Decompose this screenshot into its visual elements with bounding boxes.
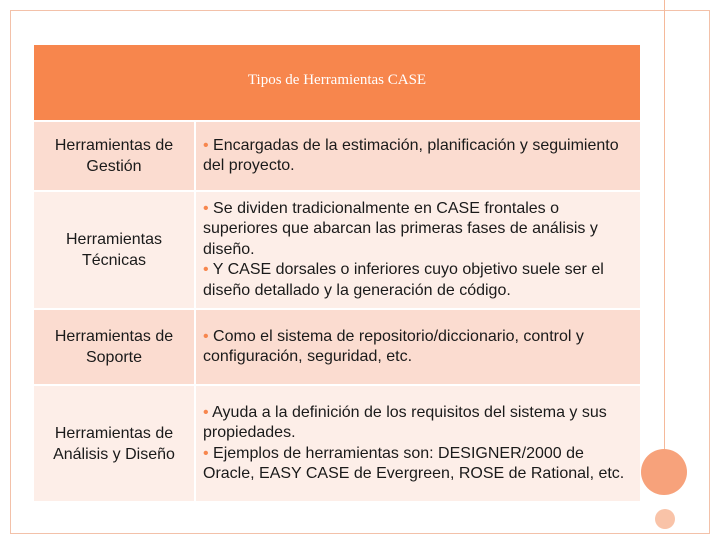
description-item: • Como el sistema de repositorio/diccionario, control y configuración, seguridad, etc. — [203, 327, 584, 365]
bullet-icon: • — [203, 199, 214, 217]
row-description — [194, 122, 640, 190]
bullet-icon: • — [203, 444, 214, 462]
table-row-analisis-diseno — [34, 384, 640, 501]
row-description — [194, 192, 640, 308]
decorative-line — [664, 0, 665, 452]
bullet-icon: • — [203, 261, 213, 279]
row-description — [194, 386, 640, 501]
decorative-circle-small — [655, 509, 675, 529]
description-item: • Ayuda a la definición de los requisitos del sistema y sus propiedades. — [203, 403, 607, 441]
row-name: Herramientas de Gestión — [54, 137, 174, 175]
row-description — [194, 310, 640, 384]
description-item: • Ejemplos de herramientas son: DESIGNER/2000 de Oracle, EASY CASE de Evergreen, ROSE de Rational, etc. — [203, 444, 625, 482]
case-tools-table — [34, 45, 640, 501]
table-row-soporte — [34, 308, 640, 384]
table-row-gestion — [34, 120, 640, 190]
description-item: • Y CASE dorsales o inferiores cuyo objetivo suele ser el diseño detallado y la generación de código. — [203, 261, 604, 299]
decorative-circle-large — [641, 449, 687, 495]
bullet-icon: • — [203, 327, 214, 345]
row-name: Herramientas Técnicas — [65, 231, 163, 269]
table-title: Tipos de Herramientas CASE — [34, 45, 640, 120]
row-name: Herramientas de Análisis y Diseño — [53, 424, 175, 463]
description-item: • Se dividen tradicionalmente en CASE frontales o superiores que abarcan las primeras fases de análisis y diseño. — [203, 199, 598, 258]
table-row-tecnicas — [34, 190, 640, 308]
row-name: Herramientas de Soporte — [54, 328, 174, 366]
description-item: • Encargadas de la estimación, planificación y seguimiento del proyecto. — [203, 136, 619, 174]
bullet-icon: • — [203, 403, 213, 421]
bullet-icon: • — [203, 136, 214, 154]
